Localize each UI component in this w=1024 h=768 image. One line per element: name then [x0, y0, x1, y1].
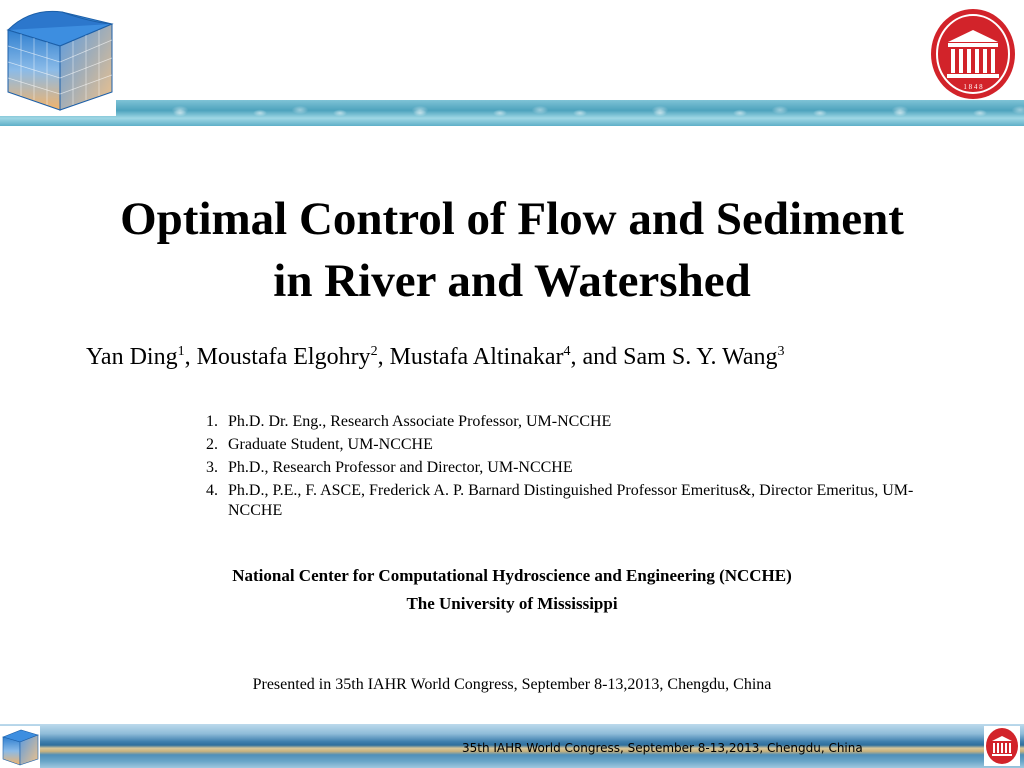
author-name: Moustafa Elgohry: [196, 344, 371, 370]
author-sup: 1: [177, 344, 185, 359]
author-sup: 3: [777, 344, 785, 359]
author-name: Mustafa Altinakar: [389, 344, 564, 370]
author-name: Yan Ding: [86, 344, 178, 370]
affiliation-item: [206, 458, 966, 478]
affiliation-number: 3.: [206, 459, 218, 476]
footer-seal-icon: [984, 726, 1020, 766]
affiliation-item: [206, 435, 966, 455]
affiliation-text: Graduate Student, UM-NCCHE: [228, 436, 433, 453]
affiliation-text: Ph.D. Dr. Eng., Research Associate Professor, UM-NCCHE: [228, 413, 612, 430]
affiliation-list: [206, 412, 966, 524]
title-line-1: Optimal Control of Flow and Sediment: [120, 193, 904, 245]
slide-title: [20, 188, 1004, 312]
author-sup: 2: [370, 344, 378, 359]
affiliation-text: Ph.D., Research Professor and Director, UM-NCCHE: [228, 459, 573, 476]
author-sep: ,: [184, 344, 197, 370]
affiliation-number: 2.: [206, 436, 218, 453]
footer-caption: 35th IAHR World Congress, September 8-13,2013, Chengdu, China: [462, 741, 863, 755]
author-sep: ,: [377, 344, 390, 370]
footer-cube-logo-icon: [0, 726, 40, 768]
presented-line: Presented in 35th IAHR World Congress, September 8-13,2013, Chengdu, China: [252, 676, 772, 693]
svg-text:1 8 4 8: 1 8 4 8: [963, 83, 983, 91]
title-line-2: in River and Watershed: [273, 255, 751, 307]
header-band: [0, 100, 1024, 126]
affiliation-item: [206, 412, 966, 432]
affiliation-item: [206, 481, 966, 521]
affiliation-number: 1.: [206, 413, 218, 430]
institution-center: National Center for Computational Hydroscience and Engineering (NCCHE): [232, 566, 792, 585]
university-seal-icon: [930, 8, 1016, 100]
author-sup: 4: [563, 344, 571, 359]
affiliation-number: 4.: [206, 482, 218, 499]
ncche-cube-logo-icon: [0, 0, 116, 116]
institution-university: The University of Mississippi: [406, 594, 618, 613]
author-sep: , and: [570, 344, 624, 370]
affiliation-text: Ph.D., P.E., F. ASCE, Frederick A. P. Barnard Distinguished Professor Emeritus&, Director Emeritus, UM-NCCHE: [228, 482, 914, 519]
author-name: Sam S. Y. Wang: [623, 344, 778, 370]
